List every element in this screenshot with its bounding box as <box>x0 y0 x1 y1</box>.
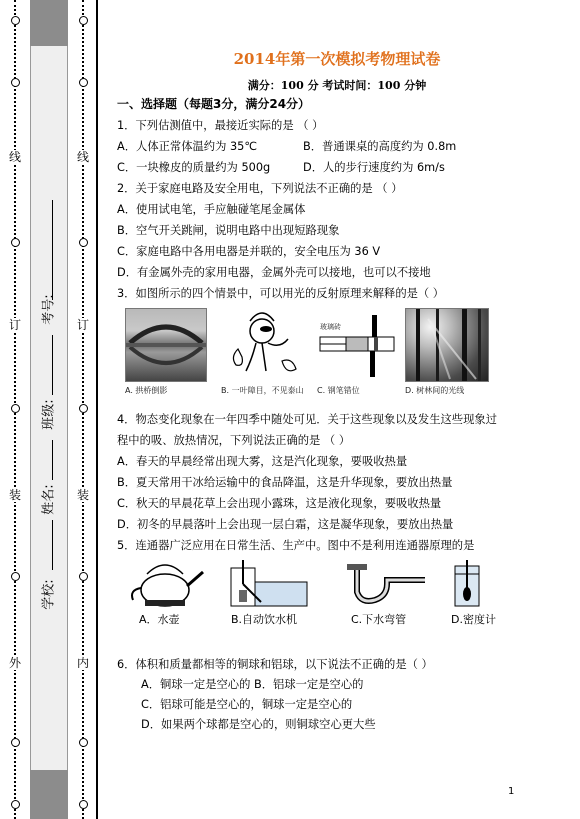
q1-option-a: A．人体正常体温约为 35℃ <box>117 140 258 153</box>
q3-image-leaf-eye <box>221 308 305 382</box>
page-number: 1 <box>508 786 515 797</box>
q5-caption-b: B.自动饮水机 <box>231 613 298 626</box>
q3-image-pen-glass <box>317 308 401 382</box>
q1-stem: 1．下列估测值中，最接近实际的是 （ ） <box>117 119 324 132</box>
q6-option-c: C．铝球可能是空心的，铜球一定是空心的 <box>141 698 353 711</box>
outer-dotted-line <box>10 0 20 819</box>
section-heading: 一、选择题（每题3分，满分24分） <box>117 97 311 111</box>
q4-option-d: D．初冬的早晨落叶上会出现一层白霜，这是凝华现象，要放出热量 <box>117 518 454 531</box>
q6-options-ab: A．铜球一定是空心的 B．铝球一定是空心的 <box>141 678 364 691</box>
q2-option-d: D．有金属外壳的家用电器，金属外壳可以接地，也可以不接地 <box>117 266 431 279</box>
q5-illustrations <box>125 560 505 610</box>
outer-char-ding: 订 <box>8 318 21 332</box>
water-dispenser-icon <box>231 560 307 606</box>
field-line-class <box>52 335 53 395</box>
q1-option-c: C．一块橡皮的质量约为 500g <box>117 161 271 174</box>
q5-caption-c: C.下水弯管 <box>351 613 407 626</box>
field-line-name <box>52 440 53 480</box>
q4-stem-line1: 4．物态变化现象在一年四季中随处可见．关于这些现象以及发生这些现象过 <box>117 413 497 426</box>
drain-pipe-icon <box>347 564 425 601</box>
q4-option-c: C．秋天的早晨花草上会出现小露珠，这是液化现象，要吸收热量 <box>117 497 442 510</box>
q5-stem: 5．连通器广泛应用在日常生活、生产中。图中不是利用连通器原理的是 <box>117 539 475 552</box>
q3-image-forest-light <box>405 308 489 382</box>
q3-caption-d: D. 树林间的光线 <box>405 386 465 395</box>
inner-dotted-line <box>78 0 88 819</box>
field-label-class: 班级: <box>41 399 57 430</box>
q3-image-arch-bridge <box>125 308 207 382</box>
inner-char-ding: 订 <box>76 318 89 332</box>
margin-rule <box>96 0 98 819</box>
field-label-exam-number: 考号: <box>41 294 57 325</box>
outer-char-xian: 线 <box>8 150 21 164</box>
q6-stem: 6．体积和质量都相等的铜球和铝球，以下说法不正确的是（ ） <box>117 658 433 671</box>
q3-caption-b: B. 一叶障目，不见泰山 <box>221 386 304 395</box>
exam-title: 2014年第一次模拟考物理试卷 <box>233 50 441 68</box>
outer-char-zhuang: 装 <box>8 488 21 502</box>
q3-caption-a: A. 拱桥倒影 <box>125 386 168 395</box>
q4-option-b: B．夏天常用干冰给运输中的食品降温，这是升华现象，要放出热量 <box>117 476 453 489</box>
field-line-exam-number <box>52 200 53 300</box>
inner-char-nei: 内 <box>76 656 89 670</box>
inner-char-xian: 线 <box>76 150 89 164</box>
field-line-school <box>52 520 53 570</box>
q2-stem: 2．关于家庭电路及安全用电，下列说法不正确的是 （ ） <box>117 182 403 195</box>
q2-option-a: A．使用试电笔，手应触碰笔尾金属体 <box>117 203 306 216</box>
q5-caption-d: D.密度计 <box>451 613 496 626</box>
q3-label-glass-block: 玻璃砖 <box>320 323 341 331</box>
field-label-name: 姓名: <box>41 484 57 515</box>
q6-option-d: D．如果两个球都是空心的，则铜球空心更大些 <box>141 718 376 731</box>
q3-caption-c: C. 钢笔错位 <box>317 386 360 395</box>
q1-option-d: D．人的步行速度约为 6m/s <box>303 161 445 174</box>
q4-stem-line2: 程中的吸、放热情况，下列说法正确的是 （ ） <box>117 434 351 447</box>
q4-option-a: A．春天的早晨经常出现大雾，这是汽化现象，要吸收热量 <box>117 455 408 468</box>
q2-option-c: C．家庭电路中各用电器是并联的，安全电压为 36 V <box>117 245 381 258</box>
kettle-icon <box>132 565 203 606</box>
exam-meta: 满分：100 分 考试时间：100 分钟 <box>247 79 427 92</box>
outer-char-wai: 外 <box>8 656 21 670</box>
q2-option-b: B．空气开关跳闸，说明电路中出现短路现象 <box>117 224 340 237</box>
hydrometer-icon <box>455 560 479 606</box>
q1-option-b: B．普通课桌的高度约为 0.8m <box>303 140 457 153</box>
q5-caption-a: A．水壶 <box>139 613 180 626</box>
q3-stem: 3．如图所示的四个情景中，可以用光的反射原理来解释的是（ ） <box>117 287 445 300</box>
inner-char-zhuang: 装 <box>76 488 89 502</box>
binding-margin <box>0 0 100 819</box>
field-label-school: 学校: <box>41 579 57 610</box>
